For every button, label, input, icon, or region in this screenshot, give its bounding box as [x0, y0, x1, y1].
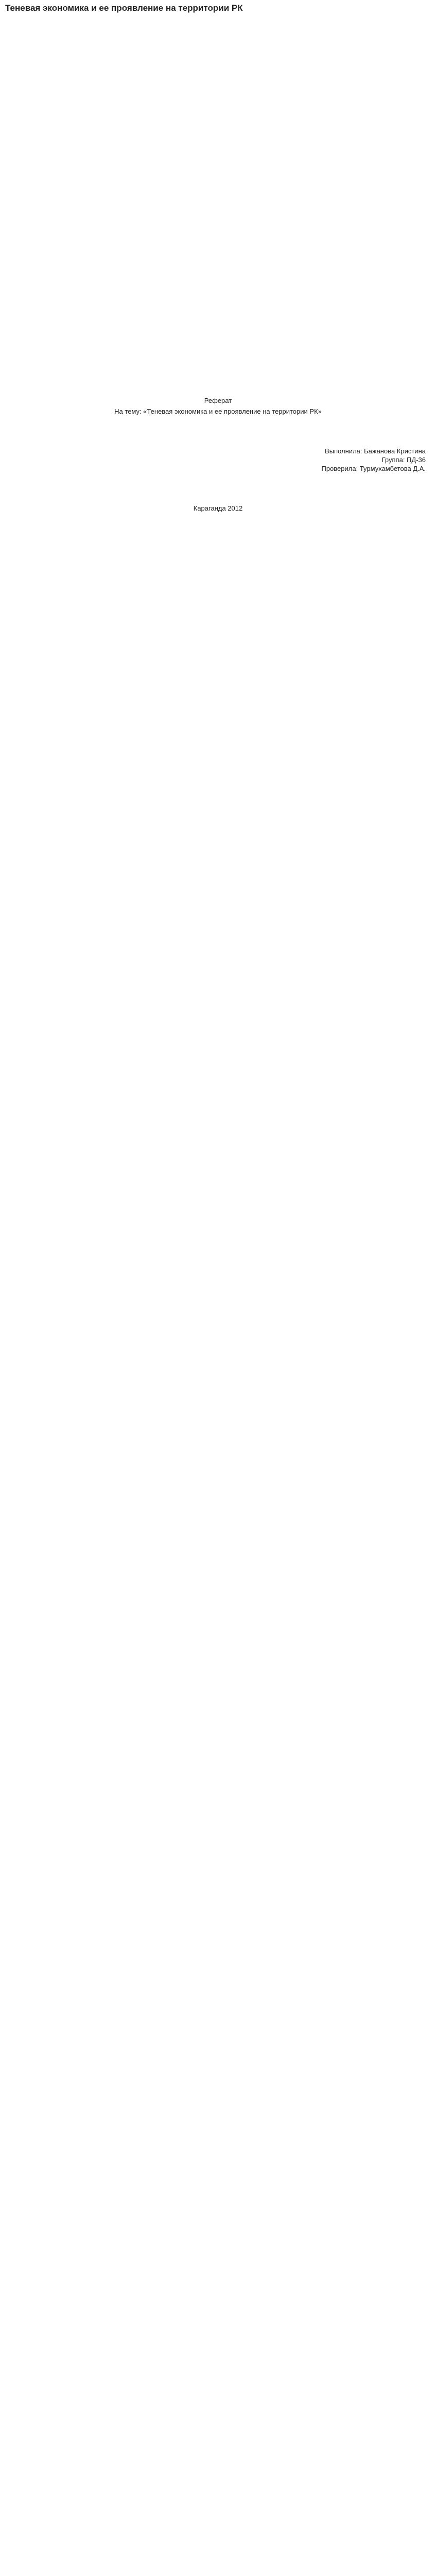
paragraph	[5, 69, 431, 78]
paragraph	[5, 297, 431, 306]
paragraph	[5, 349, 431, 358]
paragraph	[5, 244, 431, 253]
cover-city-year: Караганда 2012	[193, 504, 243, 513]
paragraph	[5, 367, 431, 376]
paragraph	[5, 34, 431, 43]
paragraph	[5, 87, 431, 95]
paragraph	[5, 332, 431, 341]
paragraph	[5, 139, 431, 148]
paragraph	[5, 174, 431, 183]
paragraph	[5, 192, 431, 200]
cover-supervisor: Проверила: Турмухамбетова Д.А.	[321, 465, 426, 473]
paragraph	[5, 122, 431, 130]
paragraph	[5, 157, 431, 165]
paragraph	[5, 314, 431, 323]
cover-page	[5, 396, 431, 513]
paragraph	[5, 16, 431, 25]
document-title: Теневая экономика и ее проявление на территории РК	[5, 3, 243, 13]
cover-topic: На тему: «Теневая экономика и ее проявление на территории РК»	[114, 408, 322, 416]
paragraph	[5, 52, 431, 60]
cover-type: Реферат	[204, 397, 232, 405]
paragraph	[5, 279, 431, 288]
document-body	[5, 16, 431, 376]
paragraph	[5, 209, 431, 218]
document-page	[0, 0, 436, 513]
paragraph	[5, 227, 431, 235]
cover-group: Группа: ПД-36	[381, 456, 426, 464]
paragraph	[5, 262, 431, 270]
cover-author: Выполнила: Бажанова Кристина	[325, 447, 426, 455]
paragraph	[5, 104, 431, 113]
